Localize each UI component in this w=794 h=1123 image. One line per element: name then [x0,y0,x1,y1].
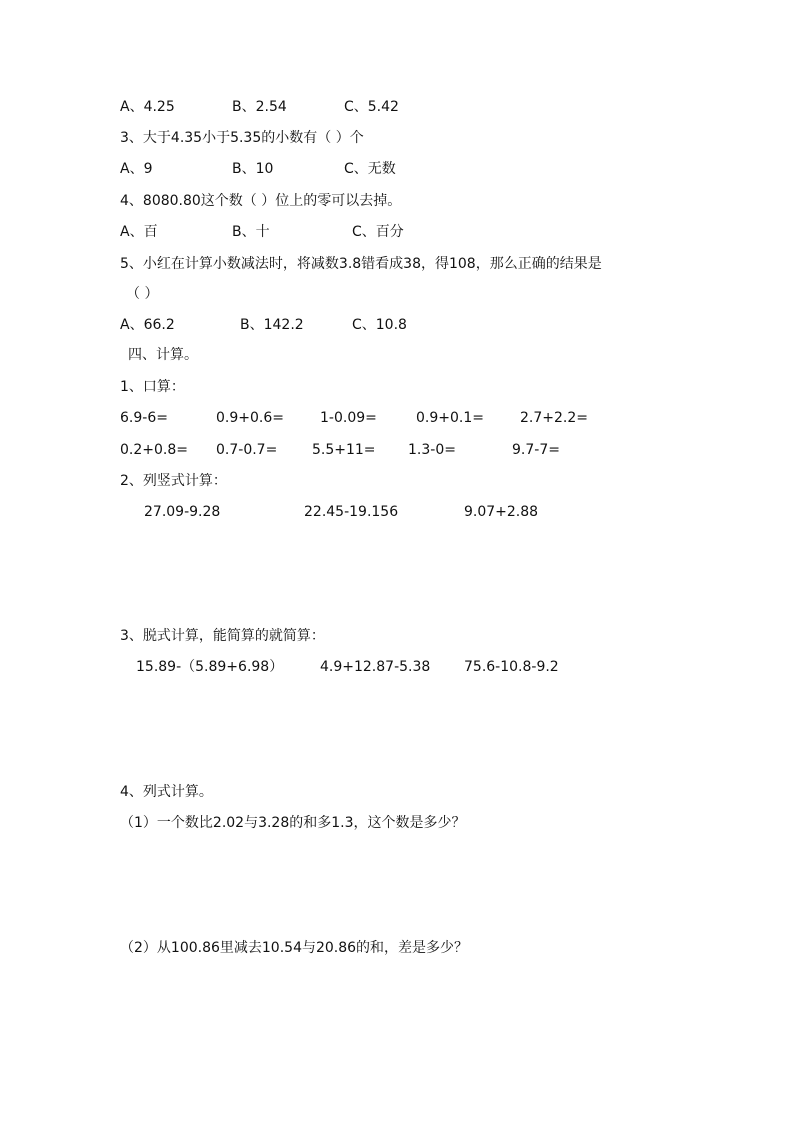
q3-option-a: A、9 [120,161,153,177]
oral-problem: 9.7-7= [512,442,560,458]
oral-problem: 1-0.09= [320,410,377,426]
q5-option-c: C、10.8 [352,317,407,333]
q3-option-c: C、无数 [344,161,396,177]
oral-problem: 0.9+0.6= [216,410,284,426]
oral-problem: 0.7-0.7= [216,442,278,458]
q2-option-b: B、2.54 [232,99,287,115]
equation-question-2: （2）从100.86里减去10.54与20.86的和，差是多少？ [120,940,469,956]
equation-calc-title: 4、列式计算。 [120,784,213,800]
stepwise-problem: 15.89-（5.89+6.98） [136,659,284,675]
question-5: 5、小红在计算小数减法时，将减数3.8错看成38，得108，那么正确的结果是 [120,256,602,272]
question-4: 4、8080.80这个数（ ）位上的零可以去掉。 [120,193,402,209]
vertical-problem: 27.09-9.28 [144,504,221,520]
question-3: 3、大于4.35小于5.35的小数有（ ）个 [120,130,364,146]
oral-problem: 0.2+0.8= [120,442,188,458]
q3-option-b: B、10 [232,161,274,177]
question-5-blank: （ ） [126,286,159,302]
oral-problem: 2.7+2.2= [520,410,588,426]
oral-problem: 1.3-0= [408,442,456,458]
stepwise-problem: 4.9+12.87-5.38 [320,659,431,675]
oral-problem: 0.9+0.1= [416,410,484,426]
stepwise-problem: 75.6-10.8-9.2 [464,659,559,675]
oral-calc-title: 1、口算： [120,379,185,395]
vertical-problem: 22.45-19.156 [304,504,399,520]
q5-option-b: B、142.2 [240,317,304,333]
stepwise-calc-title: 3、脱式计算，能简算的就简算： [120,628,325,644]
oral-problem: 5.5+11= [312,442,376,458]
q4-option-b: B、十 [232,224,270,240]
q5-option-a: A、66.2 [120,317,175,333]
equation-question-1: （1）一个数比2.02与3.28的和多1.3，这个数是多少？ [120,815,466,831]
q4-option-a: A、百 [120,224,158,240]
oral-problem: 6.9-6= [120,410,168,426]
q2-option-c: C、5.42 [344,99,399,115]
section-title: 四、计算。 [128,347,198,363]
vertical-problem: 9.07+2.88 [464,504,539,520]
vertical-calc-title: 2、列竖式计算： [120,473,227,489]
q2-option-a: A、4.25 [120,99,175,115]
q4-option-c: C、百分 [352,224,404,240]
